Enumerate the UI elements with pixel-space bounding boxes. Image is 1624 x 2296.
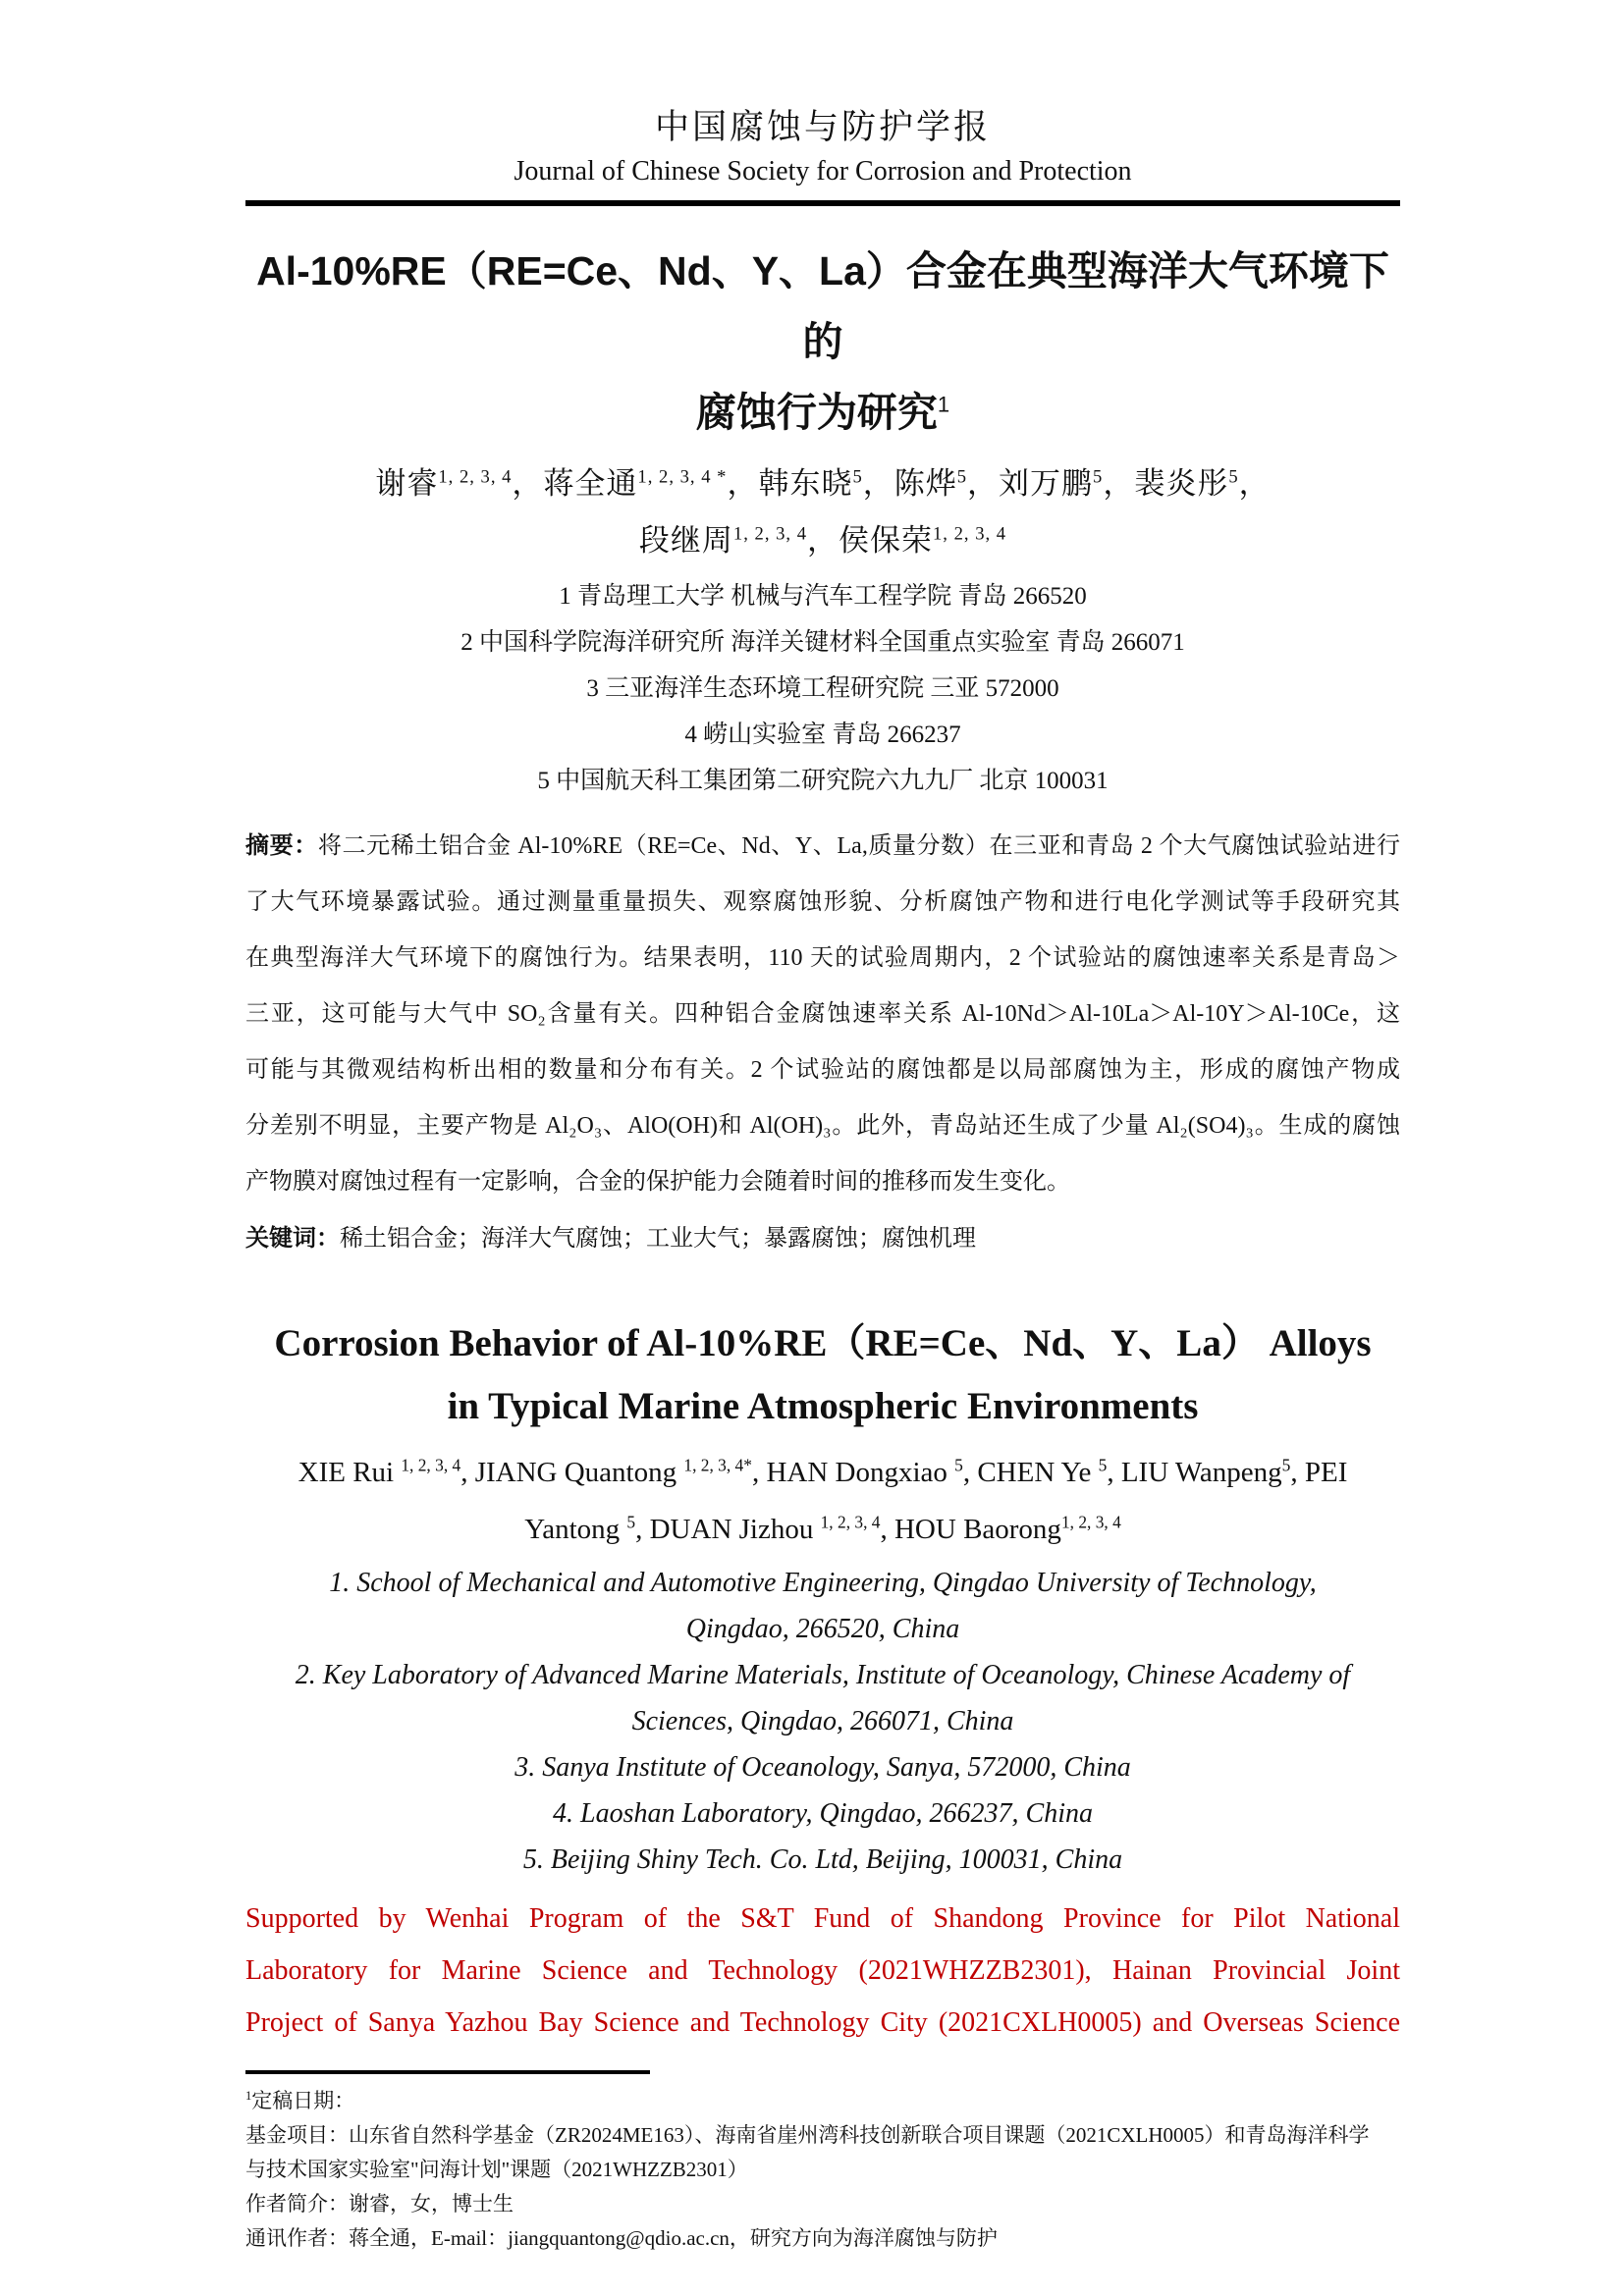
abstract-line: 分差别不明显，主要产物是 Al₂O₃、AlO(OH)和 Al(OH)₃。此外，青岛站还生成了少量 Al₂(SO4)₃。生成的腐蚀 [245, 1113, 1400, 1139]
authors-cn [245, 455, 1400, 569]
journal-name-en: Journal of Chinese Society for Corrosion and Protection [514, 156, 1132, 187]
abstract-line [245, 818, 1400, 875]
author-affil-sup: 5 [1228, 466, 1239, 488]
funding-line: Supported by Wenhai Program of the S&T Fund of Shandong Province for Pilot National [245, 1903, 1400, 1934]
abstract-line: 可能与其微观结构析出相的数量和分布有关。2 个试验站的腐蚀都是以局部腐蚀为主，形成的腐蚀产物成 [245, 1057, 1400, 1083]
author-name: , JIANG Quantong [460, 1457, 684, 1488]
affiliations-cn [245, 573, 1400, 804]
footnote-line: 作者简介：谢睿，女，博士生 [245, 2192, 514, 2216]
paper-title-cn [245, 236, 1400, 448]
affiliation-en: Qingdao, 266520, China [685, 1614, 960, 1644]
abstract-line: 产物膜对腐蚀过程有一定影响，合金的保护能力会随着时间的推移而发生变化。 [245, 1169, 1070, 1195]
author-affil-sup: 1, 2, 3, 4 [933, 523, 1007, 545]
paper-title-en-line1: Corrosion Behavior of Al-10%RE（RE=Ce、Nd、Y、La） Alloys [274, 1322, 1372, 1364]
affiliation-en: 3. Sanya Institute of Oceanology, Sanya, 572000, China [514, 1752, 1131, 1783]
footnotes-section [245, 2084, 1400, 2256]
author-name: , DUAN Jizhou [635, 1514, 821, 1545]
affiliation-cn: 4 崂山实验室 青岛 266237 [684, 721, 961, 748]
authors-en-line1 [245, 1444, 1400, 1501]
footnote-date-line [245, 2084, 1400, 2118]
author-affil-sup: 5 [626, 1512, 636, 1532]
funding-line: Project of Sanya Yazhou Bay Science and Technology City (2021CXLH0005) and Overseas Science [245, 2007, 1400, 2038]
author-name: 段继周 [638, 523, 733, 558]
affiliation-en: 1. School of Mechanical and Automotive Engineering, Qingdao University of Technology, [329, 1568, 1317, 1598]
author-affil-sup: 1, 2, 3, 4 [1060, 1512, 1121, 1532]
author-affil-sup: 1, 2, 3, 4* [683, 1455, 752, 1475]
abstract-label: 摘要： [245, 832, 318, 859]
keywords-label: 关键词： [245, 1225, 340, 1252]
footnote-separator-rule [245, 2070, 650, 2074]
affiliations-en [245, 1560, 1400, 1883]
author-name: ，陈烨 [862, 466, 957, 501]
author-separator: ， [1238, 466, 1271, 501]
paper-title-cn-line2 [245, 377, 1400, 448]
paper-title-en [245, 1312, 1400, 1438]
affiliation-cn: 1 青岛理工大学 机械与汽车工程学院 青岛 266520 [559, 583, 1087, 610]
author-name: , HOU Baorong [880, 1514, 1061, 1545]
author-name: , PEI [1290, 1457, 1348, 1488]
footnote-line: 基金项目：山东省自然科学基金（ZR2024ME163）、海南省崖州湾科技创新联合项目课题（2021CXLH0005）和青岛海洋科学 [245, 2123, 1370, 2147]
author-name: 谢睿 [375, 466, 439, 501]
authors-en-line2 [245, 1501, 1400, 1558]
authors-en [245, 1444, 1400, 1558]
affiliation-en: Sciences, Qingdao, 266071, China [631, 1706, 1014, 1736]
author-affil-sup: 5 [954, 1455, 963, 1475]
author-name: , LIU Wanpeng [1107, 1457, 1282, 1488]
abstract-section [245, 818, 1400, 1267]
author-name: ，韩东晓 [727, 466, 853, 501]
author-affil-sup: 1, 2, 3, 4 [438, 466, 513, 488]
author-affil-sup: 1, 2, 3, 4 [401, 1455, 461, 1475]
header-divider-rule [245, 200, 1400, 206]
journal-header [245, 106, 1400, 206]
author-name: , CHEN Ye [962, 1457, 1099, 1488]
author-name: ，蒋全通 [512, 466, 638, 501]
title-footnote-mark: 1 [937, 392, 950, 417]
funding-statement [245, 1893, 1400, 2049]
author-affil-sup: 5 [1098, 1455, 1108, 1475]
paper-title-en-line2: in Typical Marine Atmospheric Environments [447, 1385, 1199, 1427]
footnote-line: 与技术国家实验室"问海计划"课题（2021WHZZB2301） [245, 2158, 748, 2181]
affiliation-cn: 5 中国航天科工集团第二研究院六九九厂 北京 100031 [537, 768, 1109, 794]
author-affil-sup: 5 [852, 466, 863, 488]
author-affil-sup: 1, 2, 3, 4 [820, 1512, 881, 1532]
footnote-date-label: 定稿日期： [251, 2089, 355, 2112]
author-name: ，侯保荣 [807, 523, 933, 558]
footnote-mark: 1 [245, 2089, 252, 2103]
author-affil-sup: 1, 2, 3, 4 [732, 523, 807, 545]
author-name: ，裴炎彤 [1103, 466, 1229, 501]
funding-line: Laboratory for Marine Science and Technology (2021WHZZB2301), Hainan Provincial Joint [245, 1955, 1400, 1986]
author-affil-sup: 1, 2, 3, 4 * [637, 466, 728, 488]
author-name: XIE Rui [298, 1457, 402, 1488]
paper-title-cn-line2-text: 腐蚀行为研究 [695, 390, 938, 435]
abstract-line: 三亚，这可能与大气中 SO₂含量有关。四种铝合金腐蚀速率关系 Al-10Nd＞Al-10La＞Al-10Y＞Al-10Ce，这 [245, 1001, 1400, 1027]
affiliation-cn: 3 三亚海洋生态环境工程研究院 三亚 572000 [586, 675, 1059, 702]
author-affil-sup: 5 [1093, 466, 1104, 488]
keywords-line [245, 1210, 1400, 1267]
abstract-line: 在典型海洋大气环境下的腐蚀行为。结果表明，110 天的试验周期内，2 个试验站的腐蚀速率关系是青岛＞ [245, 945, 1400, 971]
authors-cn-line2 [245, 512, 1400, 569]
footnote-line: 通讯作者：蒋全通，E-mail：jiangquantong@qdio.ac.cn，研究方向为海洋腐蚀与防护 [245, 2226, 998, 2250]
affiliation-en: 2. Key Laboratory of Advanced Marine Materials, Institute of Oceanology, Chinese Academy of [295, 1660, 1351, 1690]
paper-title-cn-line1: Al-10%RE（RE=Ce、Nd、Y、La）合金在典型海洋大气环境下的 [256, 248, 1389, 364]
affiliation-en: 4. Laoshan Laboratory, Qingdao, 266237, China [553, 1798, 1093, 1829]
author-name: Yantong [524, 1514, 627, 1545]
affiliation-cn: 2 中国科学院海洋研究所 海洋关键材料全国重点实验室 青岛 266071 [460, 629, 1185, 656]
author-affil-sup: 5 [956, 466, 968, 488]
affiliation-en: 5. Beijing Shiny Tech. Co. Ltd, Beijing, 100031, China [522, 1844, 1123, 1875]
abstract-line: 了大气环境暴露试验。通过测量重量损失、观察腐蚀形貌、分析腐蚀产物和进行电化学测试等手段研究其 [245, 889, 1400, 915]
abstract-text: 将二元稀土铝合金 Al-10%RE（RE=Ce、Nd、Y、La,质量分数）在三亚和青岛 2 个大气腐蚀试验站进行 [317, 833, 1401, 859]
authors-cn-line1 [245, 455, 1400, 512]
author-name: ，刘万鹏 [967, 466, 1094, 501]
author-affil-sup: 5 [1281, 1455, 1291, 1475]
keywords-text: 稀土铝合金；海洋大气腐蚀；工业大气；暴露腐蚀；腐蚀机理 [340, 1226, 976, 1252]
journal-name-cn: 中国腐蚀与防护学报 [654, 108, 991, 146]
author-name: , HAN Dongxiao [751, 1457, 955, 1488]
